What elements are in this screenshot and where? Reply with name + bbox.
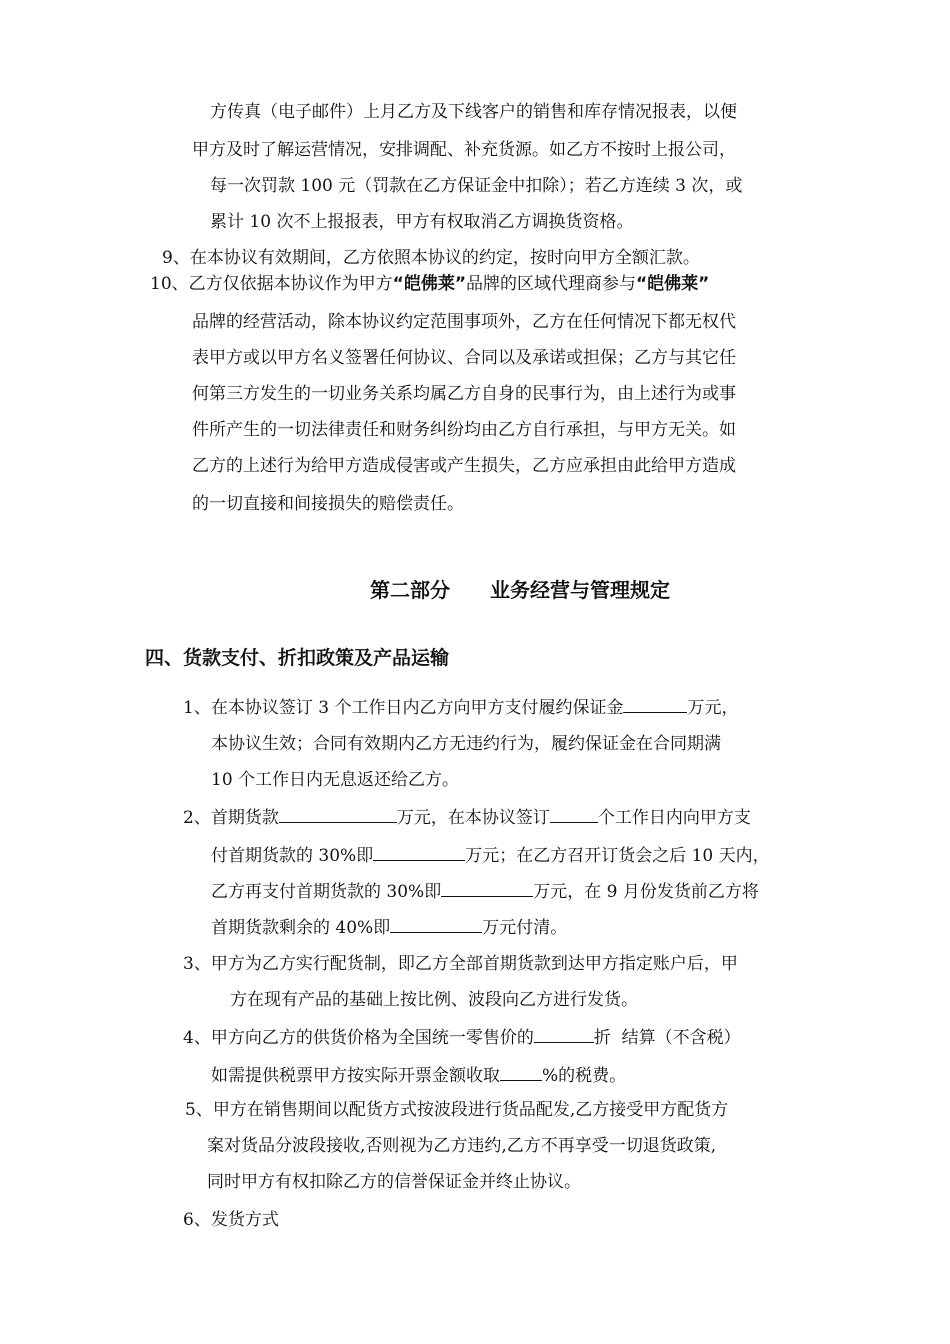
clause-2-line-2 [211, 842, 770, 868]
clause-text: 如需提供税票甲方按实际开票金额收取 [211, 1066, 500, 1086]
clause-text: 首期货款剩余的 40%即 [211, 918, 391, 938]
clause-text: 付首期货款的 30%即 [211, 846, 374, 866]
clause-text: 折 结算（不含税） [593, 1028, 741, 1048]
section-heading: 四、货款支付、折扣政策及产品运输 [145, 647, 450, 669]
blank-field [500, 1062, 542, 1081]
blank-field [623, 694, 687, 713]
clause-text: 万元，在本协议签订 [396, 808, 550, 828]
paragraph-line: 甲方及时了解运营情况，安排调配、补充货源。如乙方不按时上报公司， [192, 140, 736, 160]
brand-name: “皑佛莱” [636, 274, 710, 294]
clause-text: 万元付清。 [482, 918, 568, 938]
paragraph-line: 乙方的上述行为给甲方造成侵害或产生损失，乙方应承担由此给甲方造成 [192, 456, 736, 476]
clause-2-line-4 [211, 914, 567, 940]
clause-text: 4、甲方向乙方的供货价格为全国统一零售价的 [183, 1028, 534, 1048]
clause-text: 10、乙方仅依据本协议作为甲方 [150, 274, 393, 294]
blank-field [390, 914, 482, 933]
clause-text: %的税费。 [542, 1066, 627, 1086]
blank-field [279, 804, 397, 823]
clause-1-line-1 [183, 694, 738, 720]
paragraph-line: 案对货品分波段接收,否则视为乙方违约,乙方不再享受一切退货政策, [207, 1136, 717, 1156]
paragraph-line: 何第三方发生的一切业务关系均属乙方自身的民事行为，由上述行为或事 [192, 384, 736, 404]
paragraph-line: 每一次罚款 100 元（罚款在乙方保证金中扣除）；若乙方连续 3 次，或 [210, 176, 743, 196]
clause-6: 6、发货方式 [183, 1210, 279, 1230]
clause-text: 品牌的区域代理商参与 [466, 274, 636, 294]
clause-10-line-1 [150, 272, 709, 296]
clause-3-line-1: 3、甲方为乙方实行配货制，即乙方全部首期货款到达甲方指定账户后，甲 [183, 954, 738, 974]
paragraph-line: 方在现有产品的基础上按比例、波段向乙方进行发货。 [230, 990, 638, 1010]
clause-text: 万元，在 9 月份发货前乙方将 [533, 882, 759, 902]
paragraph-line: 的一切直接和间接损失的赔偿责任。 [192, 494, 464, 514]
paragraph-line: 10 个工作日内无息返还给乙方。 [211, 770, 460, 790]
clause-text: 乙方再支付首期货款的 30%即 [211, 882, 442, 902]
clause-text: 万元， [687, 698, 739, 718]
clause-2-line-1 [183, 804, 751, 830]
clause-5-line-1: 5、甲方在销售期间以配货方式按波段进行货品配发,乙方接受甲方配货方 [185, 1100, 729, 1120]
blank-field [373, 842, 465, 861]
clause-text: 个工作日内向甲方支 [597, 808, 751, 828]
clause-text: 万元；在乙方召开订货会之后 10 天内， [465, 846, 770, 866]
brand-name: “皑佛莱” [392, 274, 466, 294]
paragraph-line: 件所产生的一切法律责任和财务纠纷均由乙方自行承担，与甲方无关。如 [192, 420, 736, 440]
paragraph-line: 方传真（电子邮件）上月乙方及下线客户的销售和库存情况报表，以便 [210, 102, 737, 122]
paragraph-line: 表甲方或以甲方名义签署任何协议、合同以及承诺或担保；乙方与其它任 [192, 348, 736, 368]
clause-text: 2、首期货款 [183, 808, 279, 828]
blank-field [550, 804, 598, 823]
paragraph-line: 累计 10 次不上报报表，甲方有权取消乙方调换货资格。 [210, 212, 634, 232]
clause-4-line-2 [211, 1062, 626, 1088]
clause-text: 1、在本协议签订 3 个工作日内乙方向甲方支付履约保证金 [183, 698, 624, 718]
paragraph-line: 同时甲方有权扣除乙方的信誉保证金并终止协议。 [207, 1172, 581, 1192]
clause-2-line-3 [211, 878, 759, 904]
part-title: 第二部分 业务经营与管理规定 [370, 578, 670, 602]
blank-field [441, 878, 533, 897]
clause-4-line-1 [183, 1024, 741, 1050]
paragraph-line: 品牌的经营活动，除本协议约定范围事项外，乙方在任何情况下都无权代 [192, 312, 736, 332]
paragraph-line: 本协议生效；合同有效期内乙方无违约行为，履约保证金在合同期满 [211, 734, 721, 754]
blank-field [534, 1024, 594, 1043]
clause-9: 9、在本协议有效期间，乙方依照本协议的约定，按时向甲方全额汇款。 [162, 248, 700, 268]
